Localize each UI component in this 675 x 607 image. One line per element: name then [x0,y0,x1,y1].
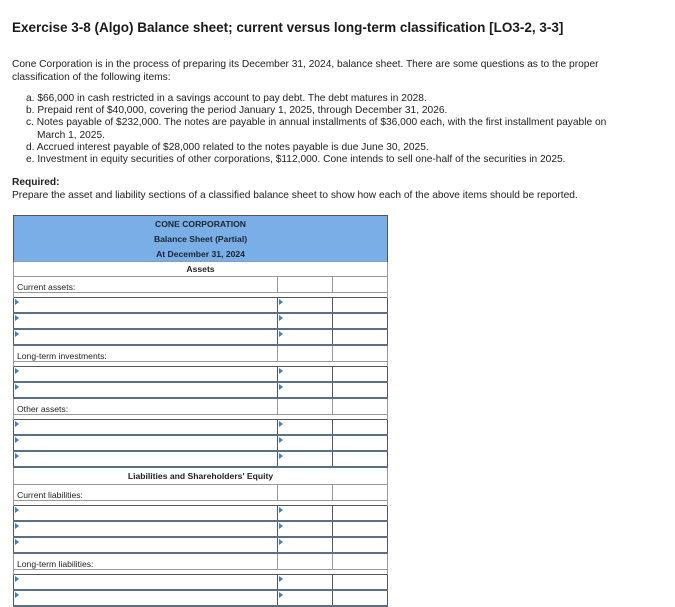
total-input[interactable] [333,506,388,522]
item-a: a. $66,000 in cash restricted in a savings account to pay debt. The debt matures in 2028. [26,93,427,104]
dropdown-arrow-icon [279,576,283,582]
dropdown-arrow-icon [15,437,19,443]
table-row [14,313,388,329]
dropdown-arrow-icon [279,507,283,513]
account-select[interactable] [14,367,278,383]
dropdown-arrow-icon [279,453,283,459]
account-select[interactable] [14,298,278,314]
item-b: b. Prepaid rent of $40,000, covering the period January 1, 2025, through December 31, 2026. [26,105,448,117]
dropdown-arrow-icon [15,592,19,598]
dropdown-arrow-icon [15,539,19,545]
dropdown-arrow-icon [279,384,283,390]
account-select[interactable] [14,590,278,606]
total-input[interactable] [333,329,388,345]
dropdown-arrow-icon [15,331,19,337]
statement-date: At December 31, 2024 [14,246,388,262]
account-select[interactable] [14,420,278,436]
intro-text: Cone Corporation is in the process of preparing its December 31, 2024, balance sheet. There are some questions as to the proper classification of the following items: [12,59,599,83]
dropdown-arrow-icon [279,523,283,529]
current-assets-label: Current assets: [14,277,278,293]
table-row [14,537,388,553]
required-section [12,177,652,202]
total-input[interactable] [333,298,388,314]
balance-sheet-table [13,215,388,607]
other-assets-label: Other assets: [14,398,278,415]
account-select[interactable] [14,537,278,553]
total-input[interactable] [333,590,388,606]
account-select[interactable] [14,521,278,537]
dropdown-arrow-icon [279,331,283,337]
dropdown-arrow-icon [15,523,19,529]
dropdown-arrow-icon [15,576,19,582]
account-select[interactable] [14,506,278,522]
amount-input[interactable] [278,451,333,467]
dropdown-arrow-icon [15,384,19,390]
item-e: e. Investment in equity securities of other corporations, $112,000. Cone intends to sell one-half of the securities in 2025. [26,154,566,166]
item-c-continued: March 1, 2025. [37,129,105,141]
total-input[interactable] [333,537,388,553]
account-select[interactable] [14,575,278,591]
amount-input[interactable] [278,537,333,553]
table-row [14,521,388,537]
table-row [14,367,388,383]
total-input[interactable] [333,382,388,398]
dropdown-arrow-icon [15,315,19,321]
required-label: Required: [12,177,60,188]
amount-input[interactable] [278,435,333,451]
total-input[interactable] [333,575,388,591]
amount-input[interactable] [278,329,333,345]
dropdown-arrow-icon [279,437,283,443]
total-input[interactable] [333,313,388,329]
amount-input[interactable] [278,313,333,329]
exercise-title: Exercise 3-8 (Algo) Balance sheet; current versus long-term classification [LO3-2, 3-3] [12,20,564,35]
statement-name: Balance Sheet (Partial) [14,231,388,246]
amount-input[interactable] [278,575,333,591]
account-select[interactable] [14,313,278,329]
assets-heading: Assets [14,262,388,277]
total-input[interactable] [333,420,388,436]
table-row [14,382,388,398]
table-row [14,298,388,314]
long-term-liabilities-label: Long-term liabilities: [14,553,278,570]
dropdown-arrow-icon [15,299,19,305]
liabilities-heading: Liabilities and Shareholders' Equity [14,467,388,485]
table-row [14,451,388,467]
amount-input[interactable] [278,590,333,606]
company-name: CONE CORPORATION [14,216,388,232]
dropdown-arrow-icon [279,421,283,427]
amount-input[interactable] [278,420,333,436]
dropdown-arrow-icon [15,507,19,513]
dropdown-arrow-icon [279,539,283,545]
table-row [14,435,388,451]
total-input[interactable] [333,451,388,467]
account-select[interactable] [14,451,278,467]
table-row [14,590,388,606]
amount-input[interactable] [278,521,333,537]
account-select[interactable] [14,329,278,345]
total-input[interactable] [333,521,388,537]
amount-input[interactable] [278,506,333,522]
amount-input[interactable] [278,382,333,398]
amount-input[interactable] [278,298,333,314]
dropdown-arrow-icon [279,299,283,305]
dropdown-arrow-icon [279,592,283,598]
table-row [14,506,388,522]
dropdown-arrow-icon [15,453,19,459]
table-row [14,329,388,345]
item-c: c. Notes payable of $232,000. The notes are payable in annual installments of $36,000 each, with the first installment payable on [26,117,607,129]
account-select[interactable] [14,382,278,398]
dropdown-arrow-icon [279,315,283,321]
table-row [14,575,388,591]
item-list [26,93,646,166]
item-d: d. Accrued interest payable of $28,000 related to the notes payable is due June 30, 2025. [26,141,429,153]
amount-input[interactable] [278,367,333,383]
total-input[interactable] [333,435,388,451]
account-select[interactable] [14,435,278,451]
required-text: Prepare the asset and liability sections of a classified balance sheet to show how each of the above items should be reported. [12,189,578,201]
current-liabilities-label: Current liabilities: [14,485,278,501]
dropdown-arrow-icon [15,368,19,374]
long-term-investments-label: Long-term investments: [14,345,278,362]
table-row [14,420,388,436]
total-input[interactable] [333,367,388,383]
dropdown-arrow-icon [279,368,283,374]
dropdown-arrow-icon [15,421,19,427]
